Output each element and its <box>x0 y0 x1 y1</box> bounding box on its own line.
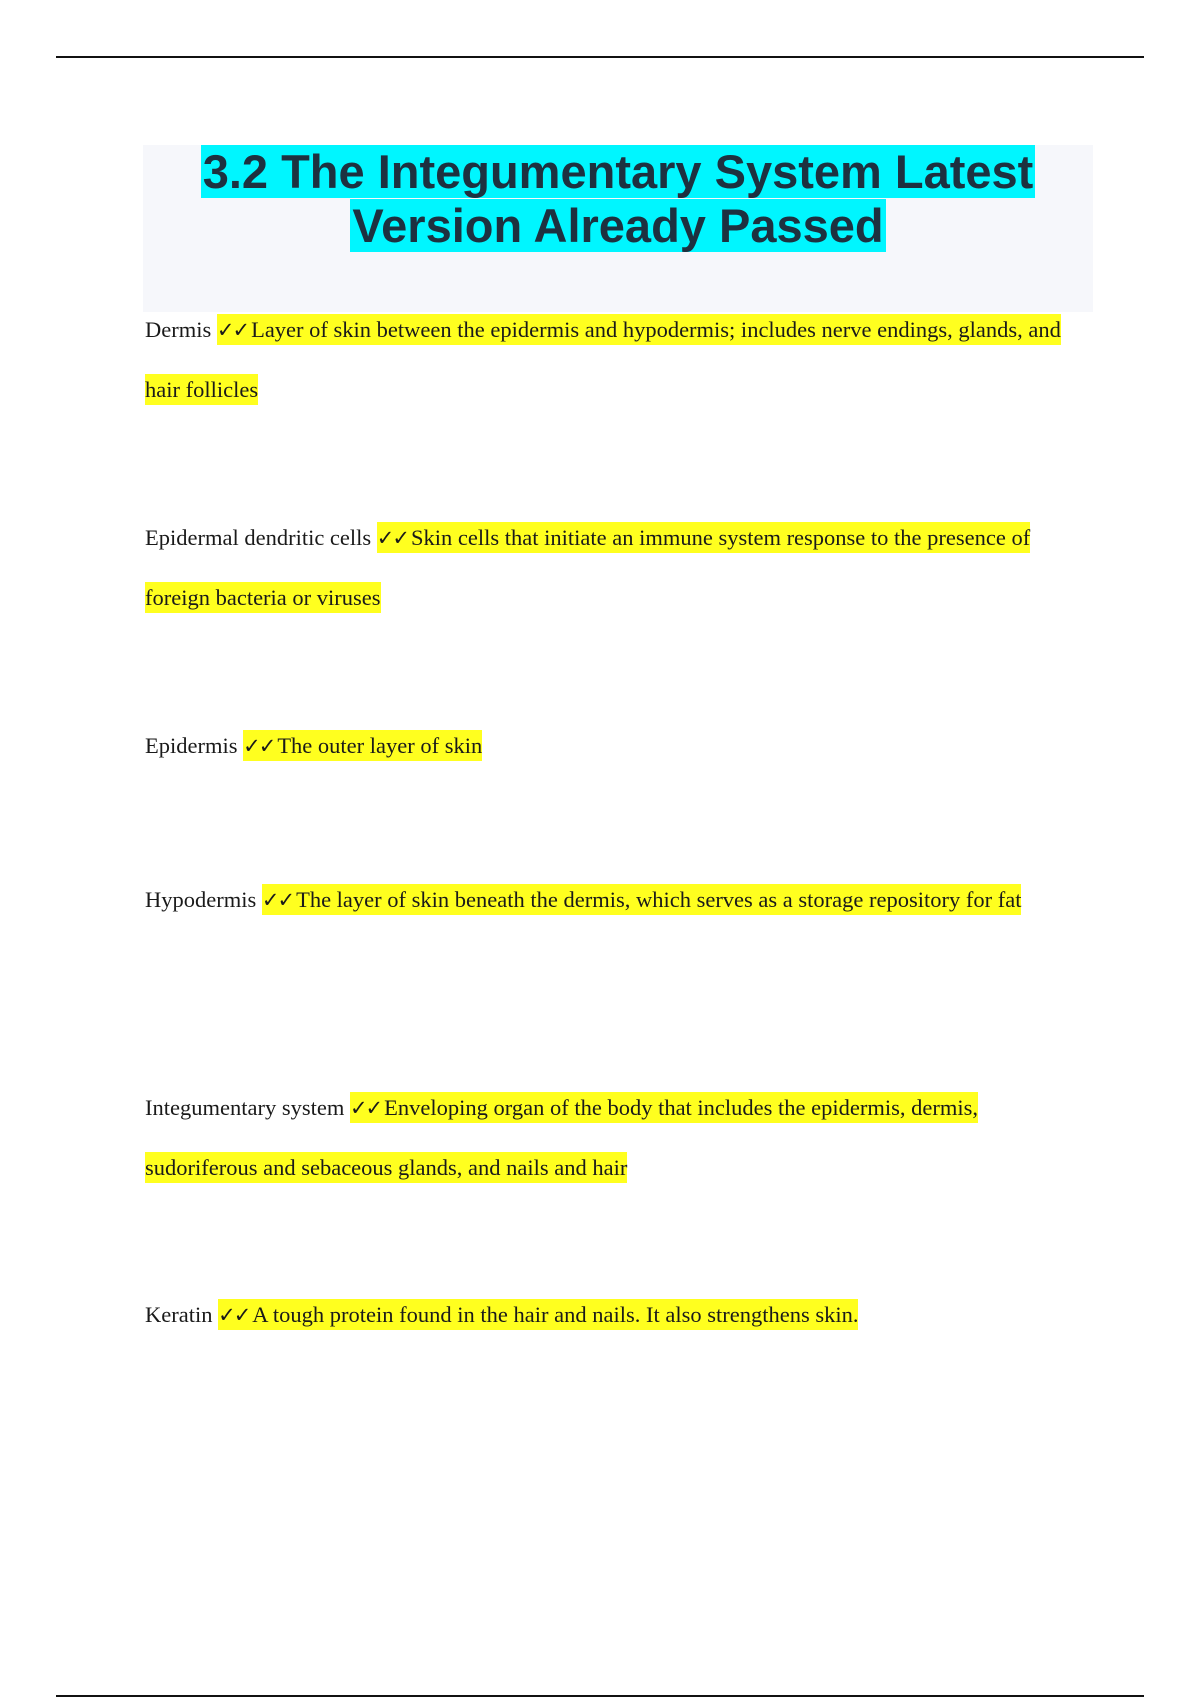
list-item <box>145 1285 1085 1345</box>
top-rule <box>56 56 1144 58</box>
entry-definition-highlight <box>145 314 1061 405</box>
entry-term: Epidermis <box>145 733 238 758</box>
list-item <box>145 508 1085 628</box>
checkmark-icon: ✓✓ <box>261 888 294 912</box>
title-block <box>143 145 1093 312</box>
entry-definition: The layer of skin beneath the dermis, which serves as a storage repository for fat <box>296 887 1022 912</box>
bottom-rule <box>56 1695 1144 1697</box>
entry-term: Integumentary system <box>145 1095 345 1120</box>
entry-definition-highlight <box>262 884 1022 915</box>
entry-definition-highlight <box>218 1299 858 1330</box>
entry-definition: Skin cells that initiate an immune system response to the presence of foreign bacteria or viruses <box>145 525 1031 610</box>
entry-term: Dermis <box>145 317 212 342</box>
checkmark-icon: ✓✓ <box>243 734 275 758</box>
checkmark-icon: ✓✓ <box>218 1303 250 1327</box>
title-line-1: 3.2 The Integumentary System Latest <box>202 145 1034 198</box>
checkmark-icon: ✓✓ <box>216 318 249 342</box>
entry-term: Epidermal dendritic cells <box>145 525 372 550</box>
entry-definition: The outer layer of skin <box>277 733 483 758</box>
list-item <box>145 870 1085 930</box>
entry-definition: Enveloping organ of the body that includes the epidermis, dermis, sudoriferous and sebaceous glands, and nails and hair <box>145 1095 978 1180</box>
page-title <box>143 145 1093 253</box>
entry-term: Hypodermis <box>145 887 257 912</box>
title-line-2: Version Already Passed <box>352 199 884 252</box>
list-item <box>145 1078 1085 1198</box>
list-item <box>145 716 1085 776</box>
entry-term: Keratin <box>145 1302 213 1327</box>
checkmark-icon: ✓✓ <box>349 1096 382 1120</box>
entry-definition: Layer of skin between the epidermis and hypodermis; includes nerve endings, glands, and hair follicles <box>145 317 1061 402</box>
list-item <box>145 300 1085 420</box>
entry-definition: A tough protein found in the hair and nails. It also strengthens skin. <box>252 1302 859 1327</box>
entry-definition-highlight <box>243 730 482 761</box>
checkmark-icon: ✓✓ <box>376 526 408 550</box>
